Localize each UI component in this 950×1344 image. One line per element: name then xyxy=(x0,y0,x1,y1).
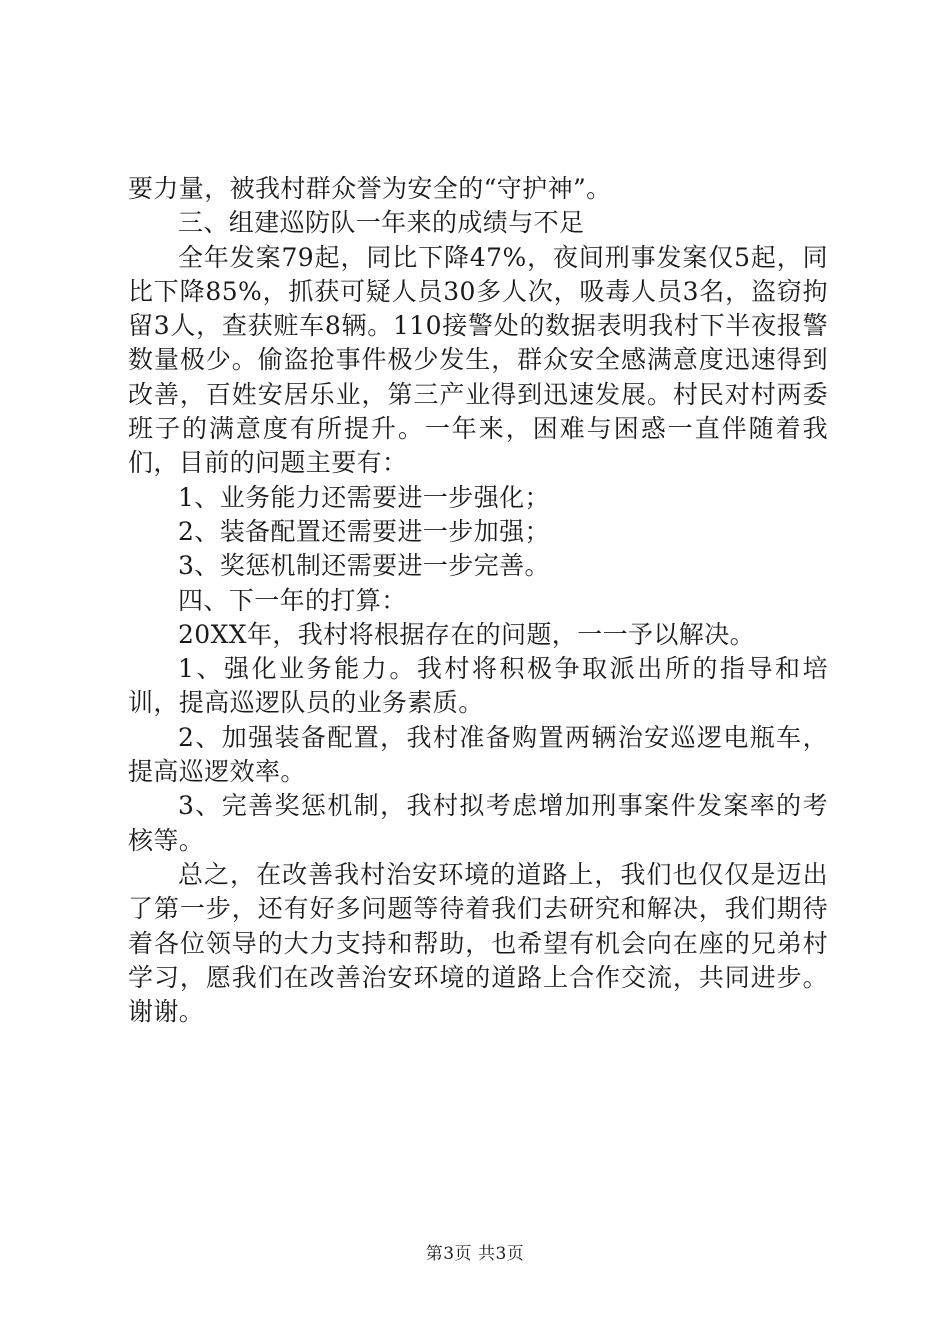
paragraph-plan-intro: 20XX年，我村将根据存在的问题，一一予以解决。 xyxy=(178,619,756,649)
issue-item-1: 1、业务能力还需要进一步强化； xyxy=(178,482,550,512)
plan-item-3: 3、完善奖惩机制，我村拟考虑增加刑事案件发案率的考核等。 xyxy=(128,791,828,855)
paragraph-conclusion: 总之，在改善我村治安环境的道路上，我们也仅仅是迈出了第一步，还有好多问题等待着我们去研究和解决，我们期待着各位领导的大力支持和帮助，也希望有机会向在座的兄弟村学习，愿我们在改善治安环境的道路上合作交流，共同进步。谢谢。 xyxy=(128,859,828,1027)
paragraph-statistics: 全年发案79起，同比下降47%，夜间刑事发案仅5起，同比下降85%，抓获可疑人员30多人次，吸毒人员3名，盗窃拘留3人，查获赃车8辆。110接警处的数据表明我村下半夜报警数量极少。偷盗抢事件极少发生，群众安全感满意度迅速得到改善，百姓安居乐业，第三产业得到迅速发展。村民对村两委班子的满意度有所提升。一年来，困难与困惑一直伴随着我们，目前的问题主要有： xyxy=(128,242,828,478)
page-number-label: 第3页 共3页 xyxy=(425,1244,525,1264)
plan-item-2: 2、加强装备配置，我村准备购置两辆治安巡逻电瓶车，提高巡逻效率。 xyxy=(128,722,828,787)
section-heading-achievements: 三、组建巡防队一年来的成绩与不足 xyxy=(178,208,585,238)
section-heading-plans: 四、下一年的打算： xyxy=(178,585,407,615)
plan-item-1: 1、强化业务能力。我村将积极争取派出所的指导和培训，提高巡逻队员的业务素质。 xyxy=(128,654,828,718)
document-body xyxy=(128,172,828,1029)
paragraph-continuation: 要力量，被我村群众誉为安全的“守护神”。 xyxy=(128,174,612,203)
page-footer xyxy=(0,1244,950,1264)
issue-item-2: 2、装备配置还需要进一步加强； xyxy=(178,516,550,546)
issue-item-3: 3、奖惩机制还需要进一步完善。 xyxy=(178,551,550,581)
